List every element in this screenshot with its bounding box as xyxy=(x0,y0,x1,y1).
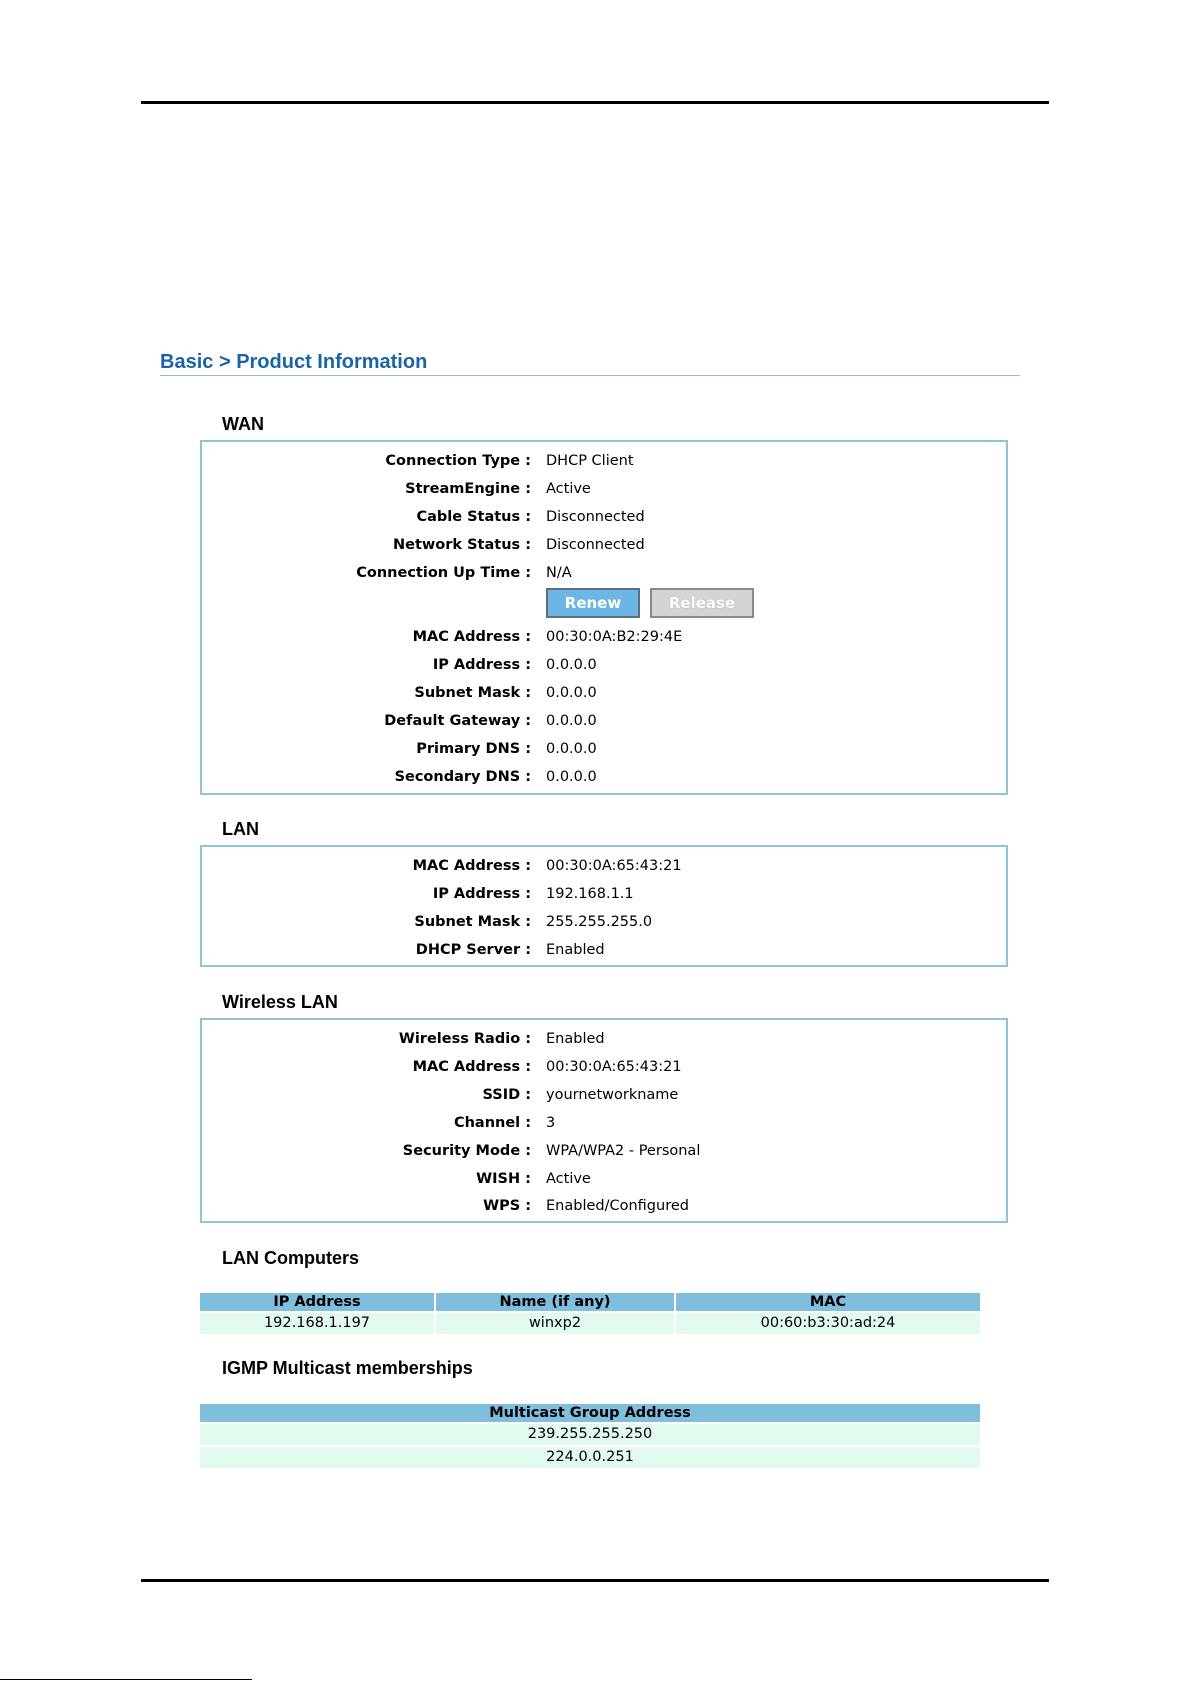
lan-dhcp-server-row xyxy=(202,938,1006,962)
wan-cable-status-row xyxy=(202,505,1006,529)
field-label: MAC Address : xyxy=(412,1059,531,1075)
field-value: 255.255.255.0 xyxy=(546,914,653,930)
field-label: IP Address : xyxy=(432,657,531,673)
bottom-rule xyxy=(141,1579,1049,1582)
footnote-rule xyxy=(0,1679,252,1680)
field-value: 3 xyxy=(546,1115,556,1131)
wan-panel xyxy=(200,440,1008,795)
table-row xyxy=(200,1446,980,1468)
igmp-table xyxy=(200,1404,980,1468)
wan-heading: WAN xyxy=(222,414,264,434)
field-value: WPA/WPA2 - Personal xyxy=(546,1143,701,1159)
field-value: 00:30:0A:65:43:21 xyxy=(546,858,682,874)
field-value: 192.168.1.1 xyxy=(546,886,634,902)
field-label: Primary DNS : xyxy=(416,741,531,757)
table-header-row xyxy=(200,1293,980,1312)
wireless-wps-row xyxy=(202,1194,1006,1218)
field-label: WISH : xyxy=(476,1171,531,1187)
column-header: Name (if any) xyxy=(435,1293,675,1312)
wireless-heading: Wireless LAN xyxy=(222,992,338,1012)
field-value: N/A xyxy=(546,565,572,581)
field-label: Security Mode : xyxy=(402,1143,531,1159)
table-cell: 192.168.1.197 xyxy=(200,1312,435,1334)
field-value: 0.0.0.0 xyxy=(546,741,597,757)
field-label: WPS : xyxy=(483,1198,531,1214)
column-header: MAC xyxy=(675,1293,980,1312)
table-cell: winxp2 xyxy=(435,1312,675,1334)
wan-mac-address-row xyxy=(202,625,1006,649)
field-label: Network Status : xyxy=(393,537,531,553)
field-label: Connection Up Time : xyxy=(356,565,531,581)
field-value: 0.0.0.0 xyxy=(546,713,597,729)
lan-heading: LAN xyxy=(222,819,259,839)
field-value: Disconnected xyxy=(546,509,645,525)
field-label: Wireless Radio : xyxy=(398,1031,531,1047)
lan-mac-address-row xyxy=(202,854,1006,878)
wireless-security-mode-row xyxy=(202,1139,1006,1163)
field-label: Subnet Mask : xyxy=(414,685,531,701)
field-value: Enabled xyxy=(546,1031,605,1047)
field-label: IP Address : xyxy=(432,886,531,902)
field-value: yournetworkname xyxy=(546,1087,679,1103)
field-label: DHCP Server : xyxy=(415,942,531,958)
lan-computers-heading: LAN Computers xyxy=(222,1248,360,1268)
field-value: Active xyxy=(546,1171,591,1187)
wan-secondary-dns-row xyxy=(202,765,1006,789)
wan-primary-dns-row xyxy=(202,737,1006,761)
page-title xyxy=(160,349,1020,376)
field-value: 00:30:0A:B2:29:4E xyxy=(546,629,683,645)
field-label: Subnet Mask : xyxy=(414,914,531,930)
igmp-heading: IGMP Multicast memberships xyxy=(222,1358,473,1378)
wireless-mac-address-row xyxy=(202,1055,1006,1079)
field-label: Channel : xyxy=(453,1115,531,1131)
field-value: 0.0.0.0 xyxy=(546,657,597,673)
wireless-wish-row xyxy=(202,1167,1006,1191)
table-cell: 00:60:b3:30:ad:24 xyxy=(675,1312,980,1334)
table-row xyxy=(200,1312,980,1334)
field-value: 0.0.0.0 xyxy=(546,685,597,701)
field-label: Secondary DNS : xyxy=(394,769,531,785)
breadcrumb-page: Product Information xyxy=(236,351,428,373)
field-label: Cable Status : xyxy=(416,509,531,525)
table-row xyxy=(200,1423,980,1446)
table-header-row xyxy=(200,1404,980,1423)
column-header: IP Address xyxy=(200,1293,435,1312)
release-button[interactable]: Release xyxy=(650,588,754,618)
renew-button[interactable]: Renew xyxy=(546,588,640,618)
wan-connection-type-row xyxy=(202,449,1006,473)
lan-computers-table xyxy=(200,1293,980,1334)
wan-connection-up-time-row xyxy=(202,561,1006,585)
wan-network-status-row xyxy=(202,533,1006,557)
field-label: Connection Type : xyxy=(385,453,531,469)
wan-streamengine-row xyxy=(202,477,1006,501)
field-value: Enabled/Configured xyxy=(546,1198,689,1214)
breadcrumb-separator: > xyxy=(218,351,231,373)
wireless-ssid-row xyxy=(202,1083,1006,1107)
field-label: MAC Address : xyxy=(412,629,531,645)
field-value: Disconnected xyxy=(546,537,645,553)
field-value: DHCP Client xyxy=(546,453,634,469)
lan-panel xyxy=(200,845,1008,967)
wan-default-gateway-row xyxy=(202,709,1006,733)
field-label: StreamEngine : xyxy=(405,481,531,497)
breadcrumb-section[interactable]: Basic xyxy=(160,351,214,373)
field-value: 0.0.0.0 xyxy=(546,769,597,785)
wireless-panel xyxy=(200,1018,1008,1223)
top-rule xyxy=(141,101,1049,104)
field-label: SSID : xyxy=(482,1087,531,1103)
field-label: Default Gateway : xyxy=(384,713,531,729)
field-value: Enabled xyxy=(546,942,605,958)
wan-subnet-mask-row xyxy=(202,681,1006,705)
field-label: MAC Address : xyxy=(412,858,531,874)
column-header: Multicast Group Address xyxy=(200,1404,980,1423)
table-cell: 224.0.0.251 xyxy=(200,1446,980,1468)
lan-ip-address-row xyxy=(202,882,1006,906)
table-cell: 239.255.255.250 xyxy=(200,1423,980,1446)
wireless-channel-row xyxy=(202,1111,1006,1135)
wireless-radio-row xyxy=(202,1027,1006,1051)
wan-ip-address-row xyxy=(202,653,1006,677)
field-value: Active xyxy=(546,481,591,497)
lan-subnet-mask-row xyxy=(202,910,1006,934)
field-value: 00:30:0A:65:43:21 xyxy=(546,1059,682,1075)
